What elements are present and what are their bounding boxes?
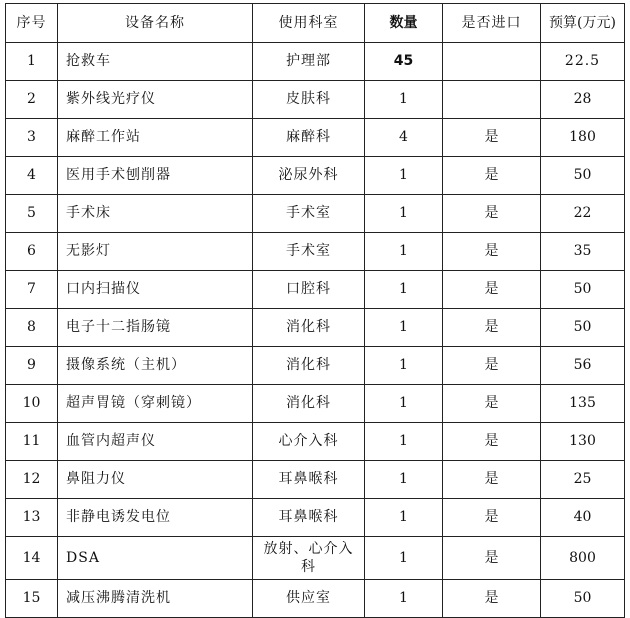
cell-dept: 护理部 xyxy=(253,43,365,81)
table-row xyxy=(6,580,625,618)
cell-dept: 供应室 xyxy=(253,580,365,618)
cell-name: 紫外线光疗仪 xyxy=(58,81,253,119)
cell-imported: 是 xyxy=(443,195,541,233)
cell-no: 11 xyxy=(6,423,58,461)
cell-dept: 口腔科 xyxy=(253,271,365,309)
cell-no: 10 xyxy=(6,385,58,423)
cell-dept: 麻醉科 xyxy=(253,119,365,157)
cell-no: 8 xyxy=(6,309,58,347)
cell-dept: 耳鼻喉科 xyxy=(253,499,365,537)
cell-imported xyxy=(443,43,541,81)
cell-imported: 是 xyxy=(443,233,541,271)
cell-name: 手术床 xyxy=(58,195,253,233)
table-row xyxy=(6,347,625,385)
cell-budget: 50 xyxy=(541,580,625,618)
table-row xyxy=(6,461,625,499)
table-row xyxy=(6,309,625,347)
cell-qty: 1 xyxy=(365,461,443,499)
cell-no: 5 xyxy=(6,195,58,233)
cell-qty: 1 xyxy=(365,423,443,461)
cell-no: 14 xyxy=(6,537,58,580)
cell-name: 麻醉工作站 xyxy=(58,119,253,157)
cell-no: 6 xyxy=(6,233,58,271)
header-budget: 预算(万元) xyxy=(541,4,625,43)
cell-imported: 是 xyxy=(443,423,541,461)
cell-dept: 放射、心介入科 xyxy=(253,537,365,580)
cell-imported: 是 xyxy=(443,537,541,580)
cell-imported: 是 xyxy=(443,119,541,157)
cell-qty: 1 xyxy=(365,580,443,618)
cell-name: 血管内超声仪 xyxy=(58,423,253,461)
cell-qty: 1 xyxy=(365,347,443,385)
cell-name: 摄像系统（主机） xyxy=(58,347,253,385)
cell-dept: 消化科 xyxy=(253,347,365,385)
table-row xyxy=(6,271,625,309)
cell-imported: 是 xyxy=(443,499,541,537)
cell-no: 12 xyxy=(6,461,58,499)
cell-no: 15 xyxy=(6,580,58,618)
cell-qty: 1 xyxy=(365,271,443,309)
cell-qty: 1 xyxy=(365,309,443,347)
cell-budget: 135 xyxy=(541,385,625,423)
cell-budget: 28 xyxy=(541,81,625,119)
cell-no: 9 xyxy=(6,347,58,385)
equipment-table xyxy=(5,3,625,618)
cell-qty: 1 xyxy=(365,157,443,195)
cell-name: 鼻阻力仪 xyxy=(58,461,253,499)
cell-no: 7 xyxy=(6,271,58,309)
cell-dept: 消化科 xyxy=(253,385,365,423)
cell-name: DSA xyxy=(58,537,253,580)
cell-budget: 180 xyxy=(541,119,625,157)
table-header-row xyxy=(6,4,625,43)
table-body xyxy=(6,43,625,618)
cell-dept: 手术室 xyxy=(253,233,365,271)
cell-qty: 45 xyxy=(365,43,443,81)
header-no: 序号 xyxy=(6,4,58,43)
cell-imported: 是 xyxy=(443,580,541,618)
cell-qty: 1 xyxy=(365,537,443,580)
cell-imported: 是 xyxy=(443,347,541,385)
table-row xyxy=(6,233,625,271)
cell-name: 超声胃镜（穿刺镜） xyxy=(58,385,253,423)
cell-name: 医用手术刨削器 xyxy=(58,157,253,195)
cell-imported: 是 xyxy=(443,461,541,499)
cell-budget: 35 xyxy=(541,233,625,271)
cell-dept: 手术室 xyxy=(253,195,365,233)
cell-imported: 是 xyxy=(443,309,541,347)
table-row xyxy=(6,537,625,580)
cell-no: 2 xyxy=(6,81,58,119)
table-row xyxy=(6,195,625,233)
cell-name: 口内扫描仪 xyxy=(58,271,253,309)
cell-dept: 消化科 xyxy=(253,309,365,347)
cell-qty: 1 xyxy=(365,385,443,423)
cell-budget: 50 xyxy=(541,309,625,347)
table-row xyxy=(6,119,625,157)
cell-name: 无影灯 xyxy=(58,233,253,271)
cell-imported: 是 xyxy=(443,385,541,423)
cell-qty: 1 xyxy=(365,195,443,233)
cell-dept: 心介入科 xyxy=(253,423,365,461)
table-row xyxy=(6,157,625,195)
header-name: 设备名称 xyxy=(58,4,253,43)
cell-dept: 耳鼻喉科 xyxy=(253,461,365,499)
cell-budget: 130 xyxy=(541,423,625,461)
cell-name: 减压沸腾清洗机 xyxy=(58,580,253,618)
cell-name: 电子十二指肠镜 xyxy=(58,309,253,347)
header-qty: 数量 xyxy=(365,4,443,43)
table-row xyxy=(6,43,625,81)
cell-no: 3 xyxy=(6,119,58,157)
cell-qty: 1 xyxy=(365,81,443,119)
cell-qty: 1 xyxy=(365,233,443,271)
table-row xyxy=(6,423,625,461)
cell-no: 13 xyxy=(6,499,58,537)
cell-qty: 1 xyxy=(365,499,443,537)
cell-imported xyxy=(443,81,541,119)
cell-budget: 22.5 xyxy=(541,43,625,81)
cell-no: 1 xyxy=(6,43,58,81)
table-row xyxy=(6,499,625,537)
cell-budget: 40 xyxy=(541,499,625,537)
cell-budget: 25 xyxy=(541,461,625,499)
cell-budget: 56 xyxy=(541,347,625,385)
cell-name: 非静电诱发电位 xyxy=(58,499,253,537)
cell-dept: 皮肤科 xyxy=(253,81,365,119)
cell-budget: 800 xyxy=(541,537,625,580)
cell-name: 抢救车 xyxy=(58,43,253,81)
cell-dept: 泌尿外科 xyxy=(253,157,365,195)
cell-budget: 50 xyxy=(541,157,625,195)
cell-imported: 是 xyxy=(443,271,541,309)
table-row xyxy=(6,385,625,423)
cell-budget: 50 xyxy=(541,271,625,309)
cell-no: 4 xyxy=(6,157,58,195)
cell-qty: 4 xyxy=(365,119,443,157)
cell-imported: 是 xyxy=(443,157,541,195)
table-row xyxy=(6,81,625,119)
header-imported: 是否进口 xyxy=(443,4,541,43)
header-dept: 使用科室 xyxy=(253,4,365,43)
cell-budget: 22 xyxy=(541,195,625,233)
